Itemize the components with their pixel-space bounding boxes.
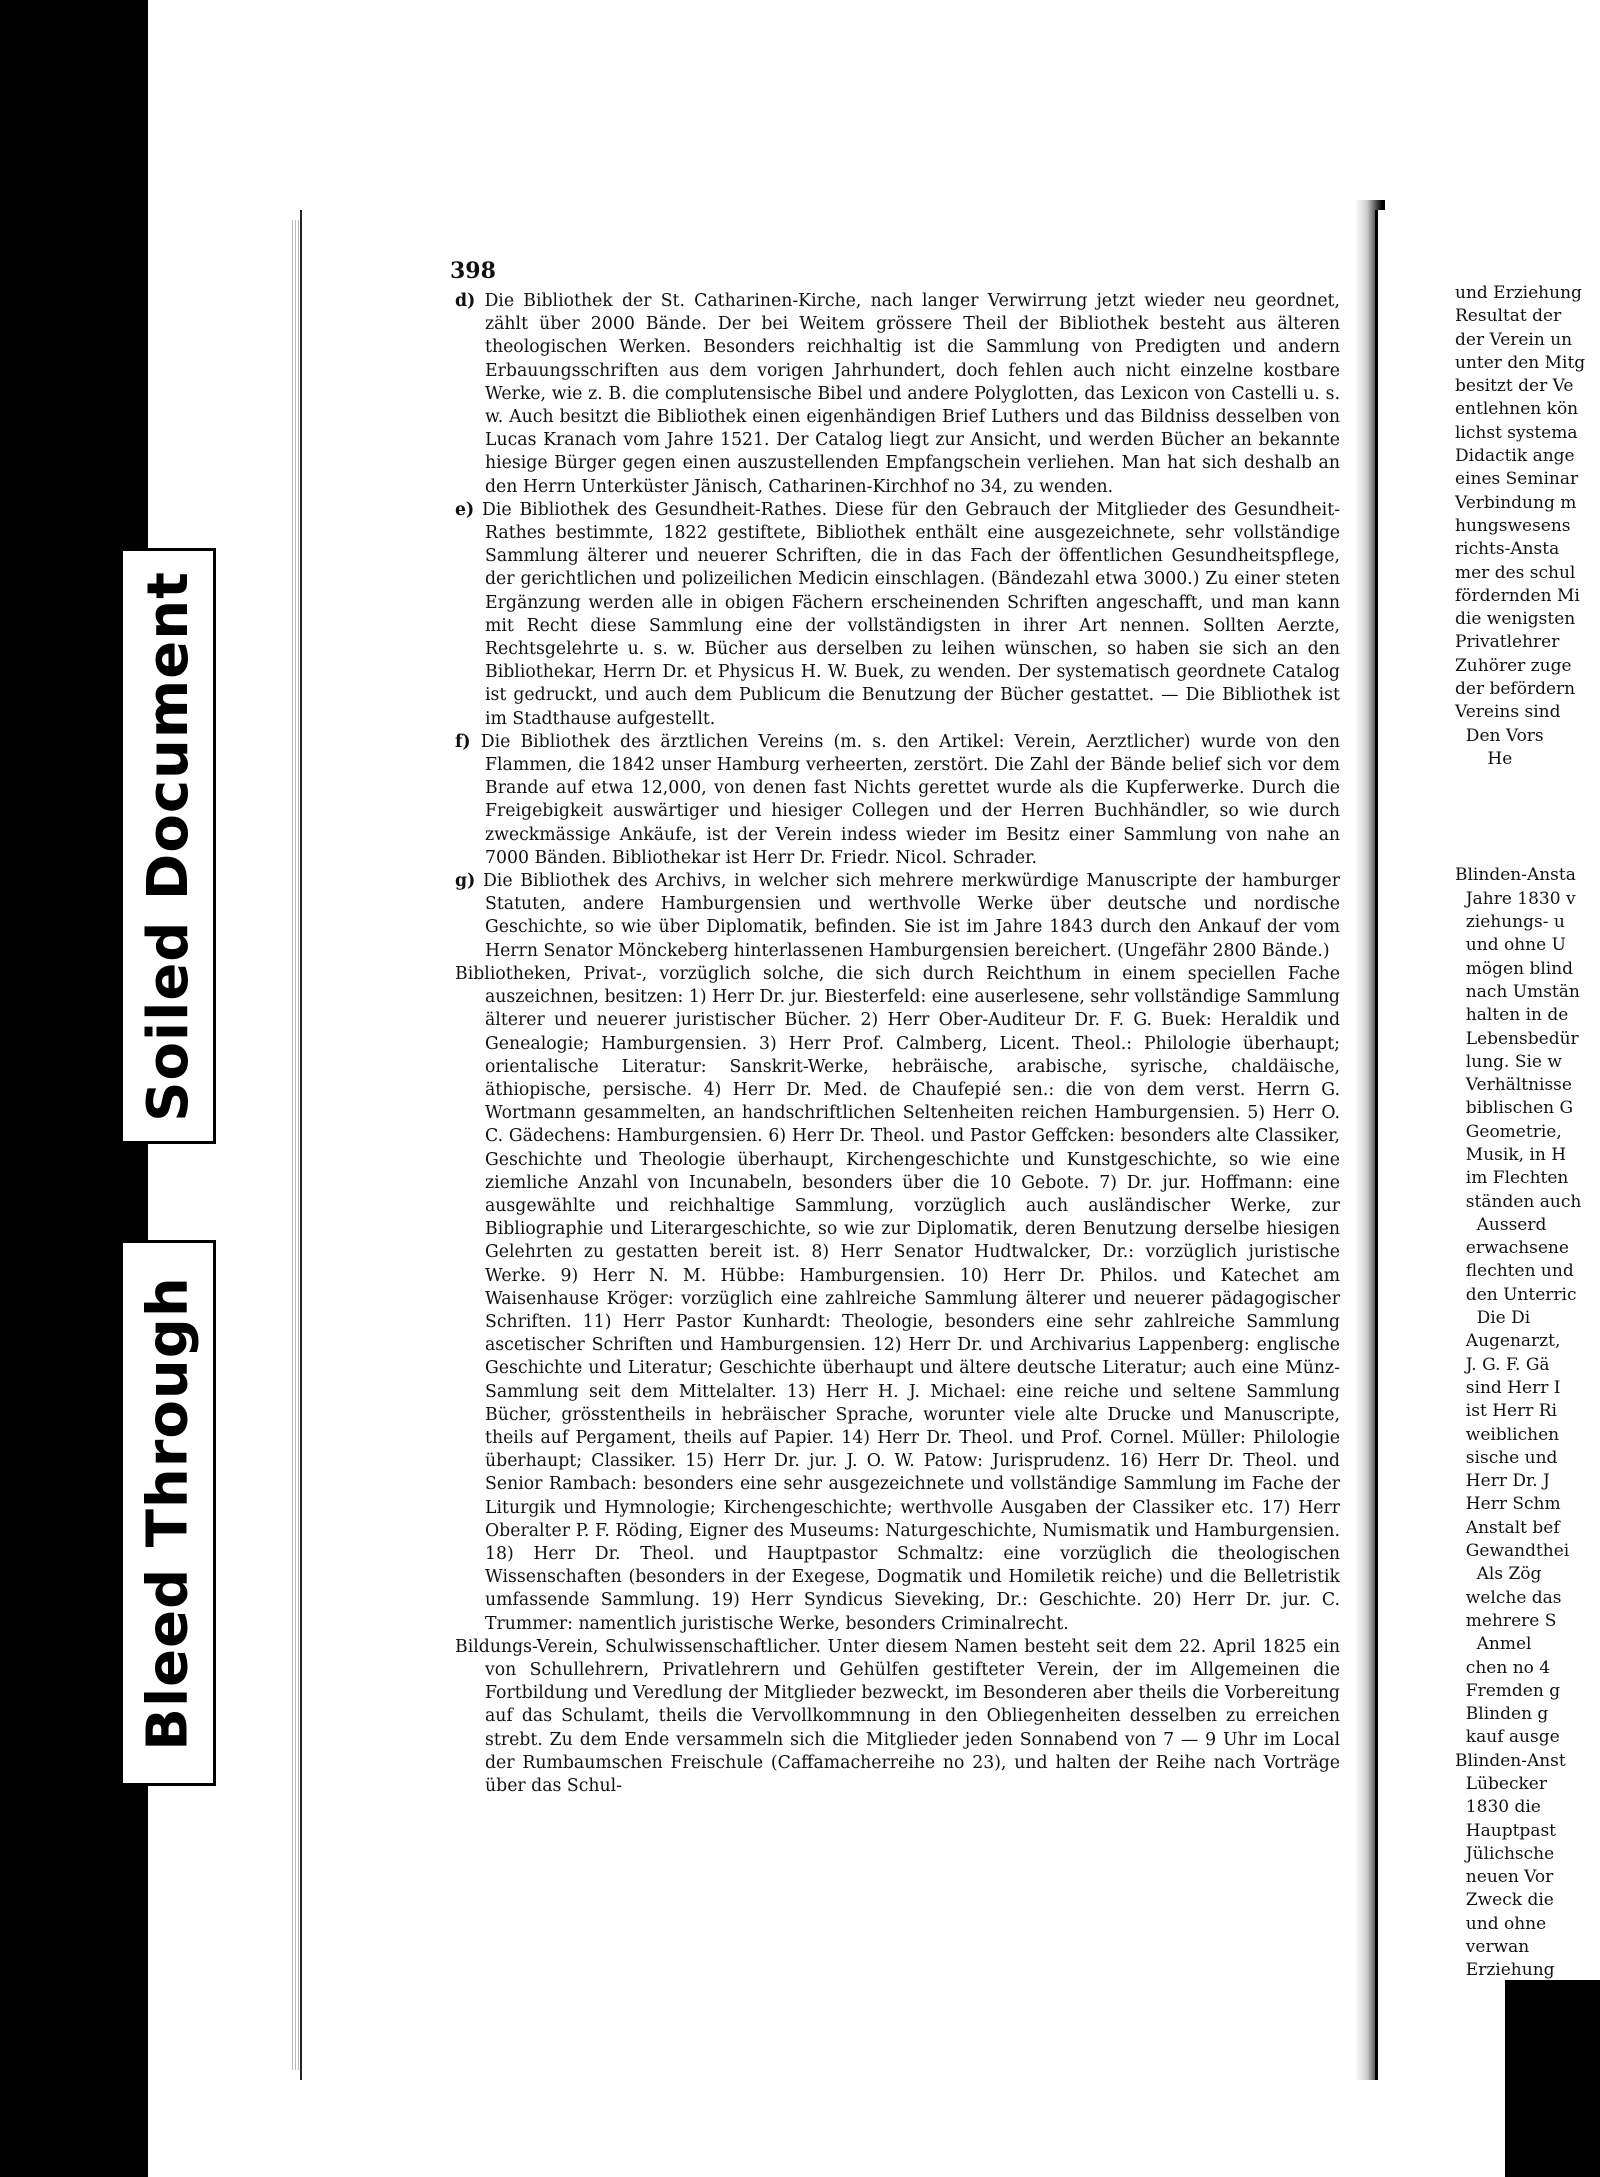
right-page-line: Musik, in H	[1455, 1144, 1567, 1165]
entry-text: Die Bibliothek des ärztlichen Vereins (m. s. den Artikel: Verein, Aerztlicher) wurde von den Flammen, die 1842 unser Hamburg verheerten, zerstört. Die Zahl der Bände belief sich vor dem Brande auf etwa 12,000, von denen fast Nichts gerettet wurde als die Kupferwerke. Durch die Freigebigkeit auswärtiger und hiesiger Collegen und der Herren Buchhändler, so wie durch zweckmässige Ankäufe, ist der Verein indess wieder im Besitz einer Sammlung von nahe an 7000 Bänden. Bibliothekar ist Herr Dr. Friedr. Nicol. Schrader.	[480, 731, 1340, 868]
right-page-line: Augenarzt,	[1455, 1331, 1561, 1352]
right-page-text	[1455, 282, 1600, 1983]
entry-bildungs-verein	[455, 1636, 1340, 1798]
right-page-line: und Erziehung	[1455, 283, 1582, 303]
right-page-line: Die Di	[1455, 1308, 1531, 1329]
main-text-column	[455, 290, 1340, 1798]
entry-g	[455, 870, 1340, 963]
right-page-line: nach Umstän	[1455, 981, 1580, 1002]
entry-text: Bibliotheken, Privat-, vorzüglich solche, die sich durch Reichthum in einem speciellen Fache auszeichnen, besitzen: 1) Herr Dr. jur. Biesterfeld: eine auserlesene, sehr vollständige Sammlung älterer und neuerer juristischer Bücher. 2) Herr Ober-Auditeur Dr. F. G. Buek: Heraldik und Genealogie; Hamburgensien. 3) Herr Prof. Calmberg, Licent. Theol.: Philologie überhaupt; orientalische Literatur: Sanskrit-Werke, hebräische, arabische, syrische, chaldäische, äthiopische, persische. 4) Herr Dr. Med. de Chaufepié sen.: die von dem verst. Herrn G. Wortmann gesammelten, an handschriftlichen Seltenheiten reichen Hamburgensien. 5) Herr O. C. Gädechens: Hamburgensien. 6) Herr Dr. Theol. und Pastor Geffcken: besonders alte Classiker, Geschichte und Theologie überhaupt, Kirchengeschichte und Kunstgeschichte, so wie eine ziemliche Anzahl von Incunabeln, besonders über die 10 Gebote. 7) Dr. jur. Hoffmann: eine ausgewählte und reichhaltige Sammlung, vorzüglich auch ausländischer Werke, zur Bibliographie und Literargeschichte, so wie zur Diplomatik, deren Benutzung derselbe hiesigen Gelehrten zu gestatten bereit ist. 8) Herr Senator Hudtwalcker, Dr.: vorzüglich juristische Werke. 9) Herr N. M. Hübbe: Hamburgensien. 10) Herr Dr. Philos. und Katechet am Waisenhause Kröger: vorzüglich eine zahlreiche Sammlung älterer und neuerer pädagogischer Schriften. 11) Herr Pastor Kunhardt: Theologie, besonders eine sehr zahlreiche Sammlung ascetischer Schriften und Hamburgensien. 12) Herr Dr. und Archivarius Lappenberg: englische Geschichte und Literatur; Geschichte überhaupt und ältere deutsche Literatur; auch eine Münz-Sammlung seit dem Mittelalter. 13) Herr H. J. Michael: eine reiche und seltene Sammlung Bücher, grösstentheils in hebräischer Sprache, worunter viele alte Drucke und Manuscripte, theils auf Pergament, theils auf Papier. 14) Herr Dr. Theol. und Prof. Cornel. Müller: Philologie überhaupt; Classiker. 15) Herr Dr. jur. J. O. W. Patow: Jurisprudenz. 16) Herr Dr. Theol. und Senior Rambach: besonders eine sehr ausgezeichnete und vollständige Sammlung im Fache der Liturgik und Hymnologie; Kirchengeschichte; werthvolle Ausgaben der Classiker etc. 17) Herr Oberalter P. F. Röding, Eigner des Museums: Naturgeschichte, Numismatik und Hamburgensien. 18) Herr Dr. Theol. und Hauptpastor Schmaltz: eine vorzüglich die theologischen Wissenschaften (besonders in der Exegese, Dogmatik und Homiletik reiche) und die Belletristik umfassende Sammlung. 19) Herr Syndicus Sieveking, Dr.: Geschichte. 20) Herr Dr. jur. C. Trummer: namentlich juristische Werke, besonders Criminalrecht.	[455, 963, 1340, 1634]
right-page-line: kauf ausge	[1455, 1727, 1560, 1748]
bleed-through-text: Bleed Through	[135, 1275, 201, 1751]
right-page-line: Blinden g	[1455, 1704, 1549, 1725]
right-page-line: Jahre 1830 v	[1455, 888, 1576, 909]
right-page-line: Lebensbedür	[1455, 1028, 1579, 1049]
entry-label: d)	[455, 291, 476, 311]
right-page-line: neuen Vor	[1455, 1867, 1554, 1888]
right-page-line: fördernden Mi	[1455, 585, 1580, 606]
right-page-line: der Verein un	[1455, 329, 1573, 350]
right-page-line: im Flechten	[1455, 1168, 1569, 1189]
entry-label: e)	[455, 499, 475, 520]
right-page-line: Verbindung m	[1455, 492, 1577, 513]
right-page-line	[1455, 818, 1600, 841]
right-page-line: ständen auch	[1455, 1191, 1582, 1212]
right-page-line: und ohne U	[1455, 935, 1566, 956]
bleed-through-stamp	[120, 1240, 216, 1786]
right-page-line: Geometrie,	[1455, 1121, 1562, 1142]
right-page-line: und ohne	[1455, 1913, 1547, 1934]
right-page-line: lung. Sie w	[1455, 1051, 1562, 1072]
right-page-line: lichst systema	[1455, 422, 1578, 443]
entry-e	[455, 499, 1340, 731]
right-page-line: flechten und	[1455, 1261, 1574, 1282]
right-page-line: He	[1455, 748, 1513, 769]
right-page-line: halten in de	[1455, 1005, 1569, 1026]
right-page-line: erwachsene	[1455, 1238, 1569, 1259]
right-page-line: Zuhörer zuge	[1455, 655, 1572, 676]
right-page-line: der befördern	[1455, 679, 1576, 700]
entry-text: Bildungs-Verein, Schulwissenschaftlicher. Unter diesem Namen besteht seit dem 22. April 1825 ein von Schullehrern, Privatlehrern und Gehülfen gestifteter Verein, der im Allgemeinen die Fortbildung und Veredlung der Mitglieder bezweckt, im Besonderen aber theils die Vorbereitung auf das Schulamt, theils die Vervollkommnung in den Obliegenheiten desselben zu erreichen strebt. Zu dem Ende versammeln sich die Mitglieder jeden Sonnabend von 7 — 9 Uhr im Local der Rumbaumschen Freischule (Caffamacherreihe no 23), und halten der Reihe nach Vorträge über das Schul-	[455, 1636, 1340, 1796]
right-page-line: Als Zög	[1455, 1564, 1542, 1585]
bottom-margin	[300, 2080, 1600, 2177]
right-page-line: Anmel	[1455, 1634, 1532, 1655]
right-page-line	[1455, 795, 1600, 818]
right-page-line: Verhältnisse	[1455, 1075, 1572, 1096]
right-page-line: Anstalt bef	[1455, 1517, 1560, 1538]
right-page-line: verwan	[1455, 1937, 1530, 1958]
right-page-line: Didactik ange	[1455, 446, 1575, 467]
right-page-line: Vereins sind	[1455, 702, 1561, 723]
entry-f	[455, 731, 1340, 870]
right-page-line: ziehungs- u	[1455, 912, 1565, 933]
right-page-line: Fremden g	[1455, 1680, 1561, 1701]
right-page-line: Blinden-Anst	[1455, 1750, 1566, 1771]
right-page-line: Blinden-Ansta	[1455, 865, 1576, 886]
right-page-line: biblischen G	[1455, 1098, 1574, 1119]
right-page-line: die wenigsten	[1455, 609, 1576, 630]
right-page-line: Resultat der	[1455, 306, 1562, 327]
right-page-line: Privatlehrer	[1455, 632, 1560, 653]
right-page-line: sische und	[1455, 1447, 1558, 1468]
right-page-line: Herr Schm	[1455, 1494, 1561, 1515]
right-page-line	[1455, 771, 1600, 794]
right-page-line: Erziehung	[1455, 1960, 1555, 1981]
right-page-line: Jülichsche	[1455, 1843, 1555, 1864]
right-page-line	[1455, 841, 1600, 864]
entry-private-libraries	[455, 963, 1340, 1636]
right-page-line: ist Herr Ri	[1455, 1401, 1557, 1422]
right-page-line: mer des schul	[1455, 562, 1576, 583]
entry-text: Die Bibliothek der St. Catharinen-Kirche, nach langer Verwirrung jetzt wieder neu geordnet, zählt über 2000 Bände. Der bei Weitem grössere Theil der Bibliothek besteht aus älteren theologischen Werken. Besonders reichhaltig ist die Sammlung von Predigten und andern Erbauungsschriften aus dem vorigen Jahrhundert, doch fehlen auch nicht einzelne kostbare Werke, wie z. B. die complutensische Bibel und andere Polyglotten, das Lexicon von Castelli u. s. w. Auch besitzt die Bibliothek einen eigenhändigen Brief Luthers und das Bildniss desselben von Lucas Kranach vom Jahre 1521. Der Catalog liegt zur Ansicht, und werden Bücher an bekannte hiesige Bürger gegen einen auszustellenden Empfangschein verliehen. Man hat sich deshalb an den Herrn Unterküster Jänisch, Catharinen-Kirchhof no 34, zu wenden.	[484, 291, 1340, 497]
soiled-document-text: Soiled Document	[135, 570, 201, 1122]
entry-label: f)	[455, 731, 471, 752]
entry-text: Die Bibliothek des Archivs, in welcher sich mehrere merkwürdige Manuscripte der hamburger Statuten, andere Hamburgensien und werthvolle Werke über deutsche und nordische Geschichte, so wie über Diplomatik, befinden. Sie ist im Jahre 1843 durch den Ankauf der vom Herrn Senator Mönckeberg hinterlassenen Hamburgensien bereichert. (Ungefähr 2800 Bände.)	[482, 871, 1340, 961]
right-page-line: hungswesens	[1455, 515, 1571, 536]
entry-text: Die Bibliothek des Gesundheit-Rathes. Diese für den Gebrauch der Mitglieder des Gesundheit-Rathes bestimmte, 1822 gestiftete, Bibliothek enthält eine ausgezeichnete, sehr vollständige Sammlung älterer und neuerer Schriften, die in das Fach der öffentlichen Gesundheitspflege, der gerichtlichen und polizeilichen Medicin einschlagen. (Bändezahl etwa 3000.) Zu einer steten Ergänzung werden alle in obigen Fächern erscheinenden Schriften angeschafft, und man kann mit Recht diese Sammlung eine der vollständigsten in ihrer Art nennen. Sollten Aerzte, Rechtsgelehrte u. s. w. Bücher aus derselben zu leihen wünschen, so haben sie sich an den Bibliothekar, Herrn Dr. et Physicus H. W. Buek, zu wenden. Der systematisch geordnete Catalog ist gedruckt, und auch dem Publicum die Benutzung der Bücher gestattet. — Die Bibliothek ist im Stadthause aufgestellt.	[482, 499, 1340, 729]
right-page-line: entlehnen kön	[1455, 399, 1579, 420]
right-page-line: Herr Dr. J	[1455, 1471, 1550, 1492]
corner-shadow	[1505, 1980, 1600, 2177]
right-page-line: richts-Ansta	[1455, 539, 1560, 560]
right-page-line: J. G. F. Gä	[1455, 1354, 1550, 1375]
right-page-line: mehrere S	[1455, 1610, 1557, 1631]
entry-label: g)	[455, 871, 476, 892]
right-page-line: besitzt der Ve	[1455, 376, 1574, 397]
entry-d	[455, 290, 1340, 499]
right-page-line: welche das	[1455, 1587, 1562, 1608]
right-page-line: Gewandthei	[1455, 1541, 1570, 1562]
right-page-line: eines Seminar	[1455, 469, 1579, 490]
right-page-line: Zweck die	[1455, 1890, 1554, 1911]
right-page-line: Ausserd	[1455, 1214, 1547, 1235]
right-page-line: weiblichen	[1455, 1424, 1560, 1445]
right-page-line: mögen blind	[1455, 958, 1574, 979]
right-page-line: 1830 die	[1455, 1797, 1541, 1818]
page-number: 398	[450, 258, 496, 284]
right-page-line: unter den Mitg	[1455, 352, 1586, 373]
right-page-line: Hauptpast	[1455, 1820, 1557, 1841]
right-page-line: den Unterric	[1455, 1284, 1577, 1305]
soiled-document-stamp	[120, 548, 216, 1144]
right-page-line: sind Herr I	[1455, 1377, 1561, 1398]
right-page-line: Den Vors	[1455, 725, 1544, 746]
right-page-line: chen no 4	[1455, 1657, 1551, 1678]
right-page-line: Lübecker	[1455, 1774, 1547, 1794]
